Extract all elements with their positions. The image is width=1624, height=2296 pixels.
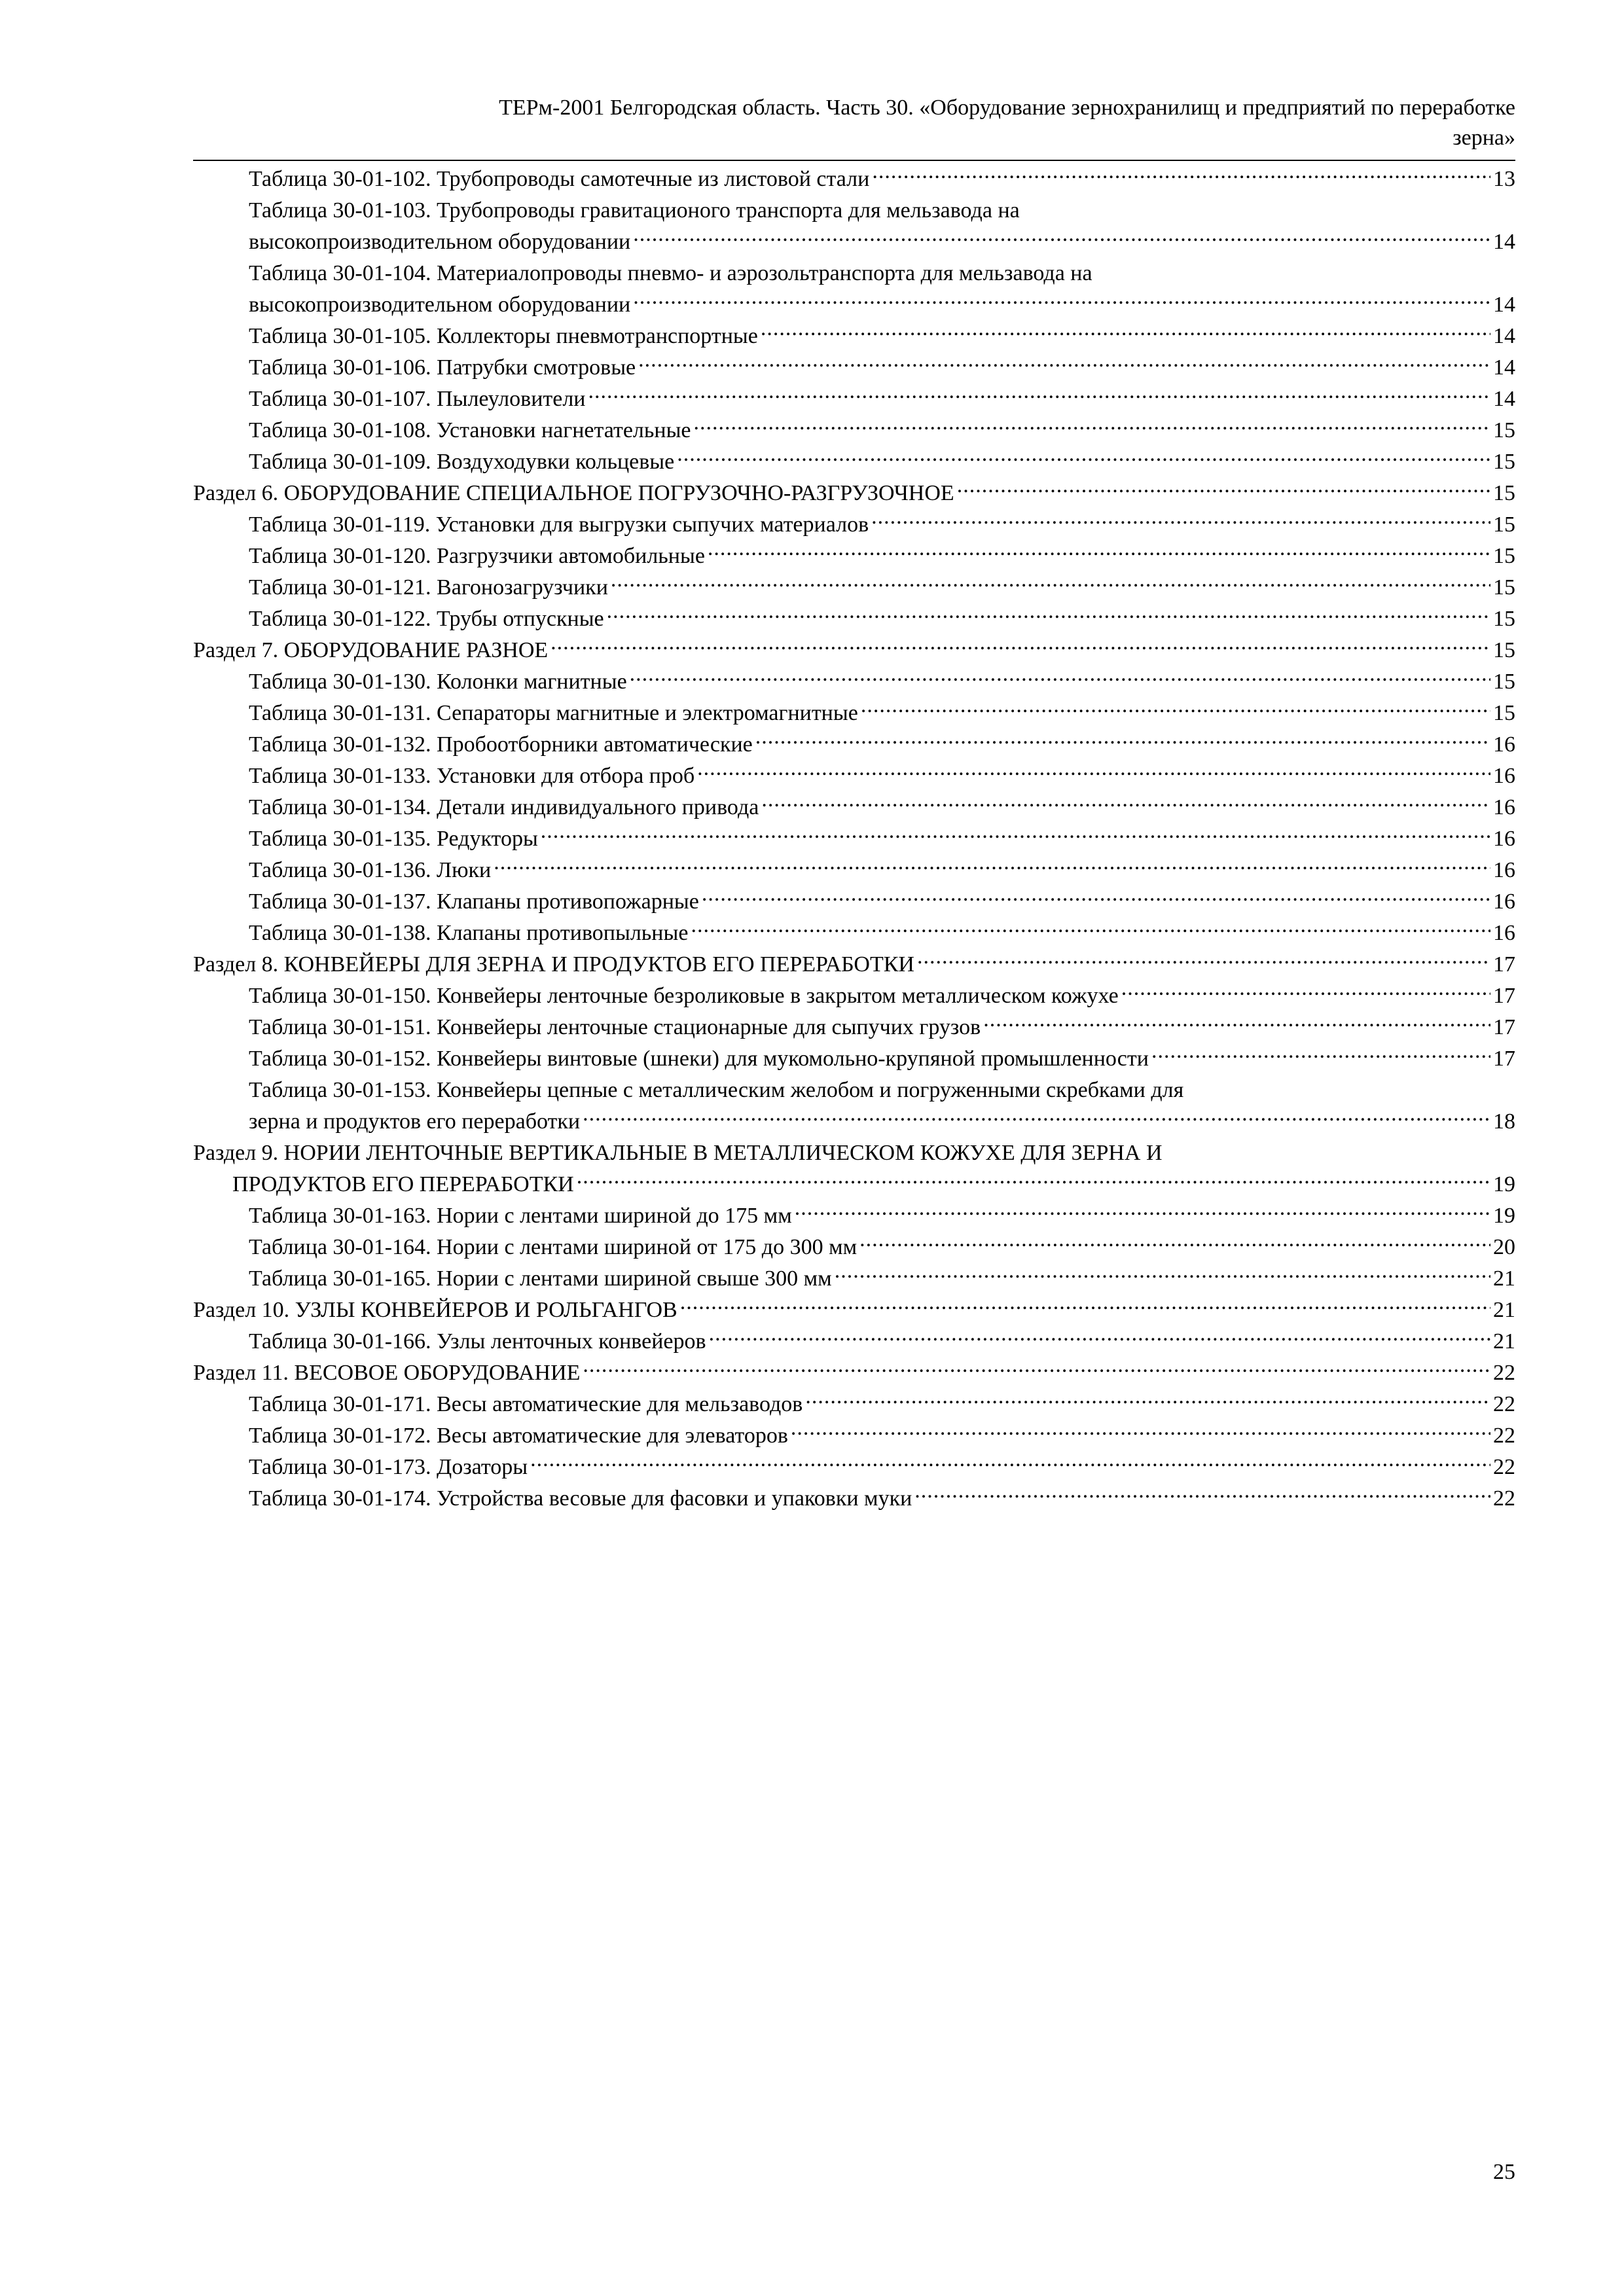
dot-leader	[795, 1200, 1490, 1223]
toc-page-number: 19	[1493, 1172, 1515, 1196]
toc-entry-text: Таблица 30-01-136. Люки	[249, 858, 492, 882]
toc-section-entry[interactable]	[193, 1138, 1515, 1200]
toc-entry-text: Раздел 10. УЗЛЫ КОНВЕЙЕРОВ И РОЛЬГАНГОВ	[193, 1298, 677, 1322]
dot-leader	[633, 289, 1490, 312]
toc-entry-line	[193, 1263, 1515, 1295]
toc-entry-text: ПРОДУКТОВ ЕГО ПЕРЕРАБОТКИ	[232, 1172, 574, 1196]
toc-page-number: 14	[1493, 293, 1515, 317]
toc-entry-line	[193, 415, 1515, 446]
toc-entry-text: Таблица 30-01-135. Редукторы	[249, 827, 538, 851]
toc-table-entry[interactable]	[193, 1326, 1515, 1357]
toc-table-entry[interactable]	[193, 1232, 1515, 1263]
dot-leader	[761, 792, 1490, 814]
dot-leader	[708, 541, 1490, 563]
dot-leader	[702, 886, 1490, 908]
toc-page-number: 17	[1493, 952, 1515, 977]
dot-leader	[691, 918, 1490, 940]
toc-entry-line	[193, 446, 1515, 478]
toc-page-number: 16	[1493, 732, 1515, 757]
toc-entry-text: Таблица 30-01-134. Детали индивидуального привода	[249, 795, 759, 819]
toc-page-number: 16	[1493, 858, 1515, 882]
toc-entry-line	[193, 823, 1515, 855]
toc-table-entry[interactable]	[193, 1043, 1515, 1075]
toc-table-entry[interactable]	[193, 761, 1515, 792]
toc-entry-line	[193, 1012, 1515, 1043]
toc-table-entry[interactable]	[193, 729, 1515, 761]
toc-entry-text: Таблица 30-01-152. Конвейеры винтовые (шнеки) для мукомольно-крупяной промышленности	[249, 1047, 1149, 1071]
header-rule	[193, 160, 1515, 161]
toc-page-number: 16	[1493, 795, 1515, 819]
toc-table-entry[interactable]	[193, 1075, 1515, 1138]
toc-page-number: 16	[1493, 921, 1515, 945]
toc-entry-text: высокопроизводительном оборудовании	[249, 230, 631, 254]
page-number: 25	[1493, 2160, 1515, 2184]
toc-table-entry[interactable]	[193, 258, 1515, 321]
toc-entry-text: высокопроизводительном оборудовании	[249, 293, 631, 317]
toc-entry-line	[193, 1452, 1515, 1483]
toc-page-number: 15	[1493, 450, 1515, 474]
toc-entry-line	[193, 1169, 1515, 1200]
toc-section-entry[interactable]	[193, 635, 1515, 666]
toc-page-number: 15	[1493, 418, 1515, 442]
toc-table-entry[interactable]	[193, 195, 1515, 258]
toc-page-number: 14	[1493, 230, 1515, 254]
toc-entry-line	[193, 226, 1515, 258]
toc-entry-line	[193, 1389, 1515, 1420]
dot-leader	[835, 1263, 1490, 1285]
toc-table-entry[interactable]	[193, 886, 1515, 918]
toc-entry-line	[193, 792, 1515, 823]
toc-section-entry[interactable]	[193, 949, 1515, 980]
toc-entry-text: Таблица 30-01-131. Сепараторы магнитные и электромагнитные	[249, 701, 858, 725]
toc-page-number: 15	[1493, 544, 1515, 568]
toc-page-number: 15	[1493, 670, 1515, 694]
toc-table-entry[interactable]	[193, 603, 1515, 635]
toc-page-number: 16	[1493, 827, 1515, 851]
dot-leader	[755, 729, 1490, 751]
dot-leader	[761, 321, 1490, 343]
running-header	[193, 93, 1515, 153]
toc-entry-line	[193, 761, 1515, 792]
toc-entry-text: Раздел 7. ОБОРУДОВАНИЕ РАЗНОЕ	[193, 638, 549, 662]
toc-entry-line	[193, 384, 1515, 415]
toc-entry-text: Таблица 30-01-172. Весы автоматические для элеваторов	[249, 1424, 788, 1448]
toc-entry-text: Таблица 30-01-102. Трубопроводы самотечные из листовой стали	[249, 167, 870, 191]
toc-entry-line	[193, 1357, 1515, 1389]
toc-page-number: 17	[1493, 1047, 1515, 1071]
toc-entry-text: Раздел 11. ВЕСОВОЕ ОБОРУДОВАНИЕ	[193, 1361, 581, 1385]
toc-entry-line	[193, 949, 1515, 980]
toc-entry-line	[193, 1295, 1515, 1326]
toc-entry-text: Таблица 30-01-121. Вагонозагрузчики	[249, 575, 608, 600]
toc-table-entry[interactable]	[193, 980, 1515, 1012]
toc-entry-text: Таблица 30-01-108. Установки нагнетательные	[249, 418, 691, 442]
toc-entry-line	[193, 1326, 1515, 1357]
toc-entry-text: Таблица 30-01-133. Установки для отбора проб	[249, 764, 695, 788]
toc-section-entry[interactable]	[193, 478, 1515, 509]
toc-entry-text: зерна и продуктов его переработки	[249, 1109, 581, 1134]
toc-table-entry[interactable]	[193, 446, 1515, 478]
toc-entry-text: Таблица 30-01-104. Материалопроводы пневмо- и аэрозольтранспорта для мельзавода на	[249, 261, 1092, 285]
toc-table-entry[interactable]	[193, 1012, 1515, 1043]
toc-entry-text: Таблица 30-01-106. Патрубки смотровые	[249, 355, 636, 380]
toc-table-entry[interactable]	[193, 918, 1515, 949]
dot-leader	[638, 352, 1490, 374]
toc-page-number: 14	[1493, 387, 1515, 411]
toc-entry-text: Таблица 30-01-132. Пробоотборники автоматические	[249, 732, 753, 757]
dot-leader	[680, 1295, 1490, 1317]
toc-entry-line	[193, 855, 1515, 886]
toc-entry-text: Таблица 30-01-165. Нории с лентами шириной свыше 300 мм	[249, 1266, 832, 1291]
toc-entry-text: Таблица 30-01-150. Конвейеры ленточные безроликовые в закрытом металлическом кожухе	[249, 984, 1119, 1008]
toc-entry-text: Таблица 30-01-137. Клапаны противопожарные	[249, 889, 699, 914]
toc-page-number: 17	[1493, 1015, 1515, 1039]
toc-table-entry[interactable]	[193, 823, 1515, 855]
toc-page-number: 15	[1493, 481, 1515, 505]
toc-table-entry[interactable]	[193, 541, 1515, 572]
dot-leader	[805, 1389, 1490, 1411]
dot-leader	[550, 635, 1490, 657]
toc-entry-line	[193, 980, 1515, 1012]
toc-entry-text: Таблица 30-01-120. Разгрузчики автомобильные	[249, 544, 705, 568]
toc-entry-line	[193, 886, 1515, 918]
toc-entry-text: Таблица 30-01-151. Конвейеры ленточные стационарные для сыпучих грузов	[249, 1015, 981, 1039]
dot-leader	[871, 509, 1490, 531]
toc-table-entry[interactable]	[193, 164, 1515, 195]
toc-entry-text: Таблица 30-01-173. Дозаторы	[249, 1455, 528, 1479]
toc-page-number: 14	[1493, 324, 1515, 348]
toc-table-entry[interactable]	[193, 384, 1515, 415]
toc-entry-text: Раздел 6. ОБОРУДОВАНИЕ СПЕЦИАЛЬНОЕ ПОГРУЗОЧНО-РАЗГРУЗОЧНОЕ	[193, 481, 954, 505]
dot-leader	[791, 1420, 1490, 1443]
dot-leader	[588, 384, 1491, 406]
dot-leader	[583, 1106, 1490, 1128]
dot-leader	[577, 1169, 1490, 1191]
header-line-1: ТЕРм-2001 Белгородская область. Часть 30. «Оборудование зернохранилищ и предприятий по переработке	[499, 96, 1515, 120]
toc-page-number: 19	[1493, 1204, 1515, 1228]
dot-leader	[530, 1452, 1490, 1474]
toc-table-entry[interactable]	[193, 1389, 1515, 1420]
toc-table-entry[interactable]	[193, 698, 1515, 729]
toc-page-number: 22	[1493, 1455, 1515, 1479]
toc-entry-line	[193, 541, 1515, 572]
toc-entry-text: Таблица 30-01-166. Узлы ленточных конвейеров	[249, 1329, 706, 1354]
toc-entry-text: Таблица 30-01-153. Конвейеры цепные с металлическим желобом и погруженными скребками для	[249, 1078, 1184, 1102]
dot-leader	[677, 446, 1490, 469]
toc-entry-text: Таблица 30-01-109. Воздуходувки кольцевые	[249, 450, 675, 474]
toc-entry-line	[193, 729, 1515, 761]
dot-leader	[541, 823, 1490, 846]
toc-entry-line	[193, 918, 1515, 949]
dot-leader	[983, 1012, 1490, 1034]
toc-page-number: 15	[1493, 638, 1515, 662]
toc-entry-line	[193, 1043, 1515, 1075]
toc-entry-line	[193, 1138, 1515, 1169]
toc-page-number: 15	[1493, 512, 1515, 537]
toc-entry-line	[193, 195, 1515, 226]
toc-page-number: 21	[1493, 1329, 1515, 1354]
toc-entry-text: Таблица 30-01-138. Клапаны противопыльные	[249, 921, 689, 945]
toc-entry-line	[193, 666, 1515, 698]
toc-entry-line	[193, 635, 1515, 666]
toc-entry-text: Таблица 30-01-171. Весы автоматические для мельзаводов	[249, 1392, 803, 1416]
dot-leader	[633, 226, 1490, 249]
dot-leader	[1121, 980, 1490, 1003]
dot-leader	[914, 1483, 1490, 1505]
toc-entry-text: Таблица 30-01-164. Нории с лентами шириной от 175 до 300 мм	[249, 1235, 857, 1259]
dot-leader	[709, 1326, 1490, 1348]
dot-leader	[872, 164, 1490, 186]
toc-table-entry[interactable]	[193, 352, 1515, 384]
dot-leader	[861, 698, 1490, 720]
dot-leader	[583, 1357, 1490, 1380]
toc-entry-line	[193, 478, 1515, 509]
toc-table-entry[interactable]	[193, 1200, 1515, 1232]
toc-page-number: 15	[1493, 701, 1515, 725]
toc-entry-text: Таблица 30-01-122. Трубы отпускные	[249, 607, 604, 631]
toc-table-entry[interactable]	[193, 509, 1515, 541]
toc-page-number: 22	[1493, 1486, 1515, 1511]
toc-entry-text: Таблица 30-01-119. Установки для выгрузки сыпучих материалов	[249, 512, 869, 537]
dot-leader	[957, 478, 1490, 500]
dot-leader	[917, 949, 1490, 971]
toc-page-number: 15	[1493, 607, 1515, 631]
dot-leader	[630, 666, 1490, 689]
toc-table-entry[interactable]	[193, 1452, 1515, 1483]
toc-entry-text: Таблица 30-01-163. Нории с лентами шириной до 175 мм	[249, 1204, 792, 1228]
dot-leader	[1151, 1043, 1490, 1066]
dot-leader	[694, 415, 1490, 437]
toc-page-number: 13	[1493, 167, 1515, 191]
dot-leader	[859, 1232, 1490, 1254]
toc-entry-line	[193, 321, 1515, 352]
toc-entry-line	[193, 1483, 1515, 1515]
toc-table-entry[interactable]	[193, 1483, 1515, 1515]
toc-entry-line	[193, 1106, 1515, 1138]
toc-table-entry[interactable]	[193, 1263, 1515, 1295]
toc-page-number: 21	[1493, 1298, 1515, 1322]
toc-entry-line	[193, 698, 1515, 729]
toc-page-number: 22	[1493, 1424, 1515, 1448]
toc-page-number: 22	[1493, 1392, 1515, 1416]
toc-entry-text: Таблица 30-01-174. Устройства весовые для фасовки и упаковки муки	[249, 1486, 912, 1511]
toc-page-number: 16	[1493, 764, 1515, 788]
toc-page-number: 18	[1493, 1109, 1515, 1134]
toc-entry-line	[193, 164, 1515, 195]
toc-entry-line	[193, 1232, 1515, 1263]
toc-entry-line	[193, 603, 1515, 635]
toc-entry-line	[193, 258, 1515, 289]
toc-entry-text: Таблица 30-01-103. Трубопроводы гравитационого транспорта для мельзавода на	[249, 198, 1020, 223]
toc-entry-line	[193, 352, 1515, 384]
toc-page-number: 22	[1493, 1361, 1515, 1385]
toc-entry-line	[193, 1075, 1515, 1106]
toc-page-number: 14	[1493, 355, 1515, 380]
toc-table-entry[interactable]	[193, 666, 1515, 698]
toc-entry-text: Таблица 30-01-105. Коллекторы пневмотранспортные	[249, 324, 758, 348]
toc-page-number: 17	[1493, 984, 1515, 1008]
toc-entry-text: Раздел 9. НОРИИ ЛЕНТОЧНЫЕ ВЕРТИКАЛЬНЫЕ В МЕТАЛЛИЧЕСКОМ КОЖУХЕ ДЛЯ ЗЕРНА И	[193, 1141, 1163, 1165]
toc-table-entry[interactable]	[193, 1420, 1515, 1452]
toc-section-entry[interactable]	[193, 1295, 1515, 1326]
toc-table-entry[interactable]	[193, 792, 1515, 823]
toc-entry-line	[193, 572, 1515, 603]
toc-entry-text: Таблица 30-01-107. Пылеуловители	[249, 387, 586, 411]
toc-table-entry[interactable]	[193, 855, 1515, 886]
toc-page-number: 21	[1493, 1266, 1515, 1291]
toc-entry-line	[193, 1420, 1515, 1452]
dot-leader	[494, 855, 1490, 877]
toc-table-entry[interactable]	[193, 321, 1515, 352]
toc-entry-line	[193, 289, 1515, 321]
dot-leader	[611, 572, 1490, 594]
toc-page-number: 16	[1493, 889, 1515, 914]
toc-entry-text: Таблица 30-01-130. Колонки магнитные	[249, 670, 627, 694]
toc-page-number: 20	[1493, 1235, 1515, 1259]
table-of-contents	[193, 164, 1515, 1515]
toc-table-entry[interactable]	[193, 415, 1515, 446]
toc-page-number: 15	[1493, 575, 1515, 600]
header-line-2: зерна»	[1453, 126, 1515, 150]
toc-entry-text: Раздел 8. КОНВЕЙЕРЫ ДЛЯ ЗЕРНА И ПРОДУКТОВ ЕГО ПЕРЕРАБОТКИ	[193, 952, 914, 977]
toc-section-entry[interactable]	[193, 1357, 1515, 1389]
toc-entry-line	[193, 509, 1515, 541]
toc-table-entry[interactable]	[193, 572, 1515, 603]
toc-entry-line	[193, 1200, 1515, 1232]
dot-leader	[607, 603, 1490, 626]
dot-leader	[697, 761, 1490, 783]
